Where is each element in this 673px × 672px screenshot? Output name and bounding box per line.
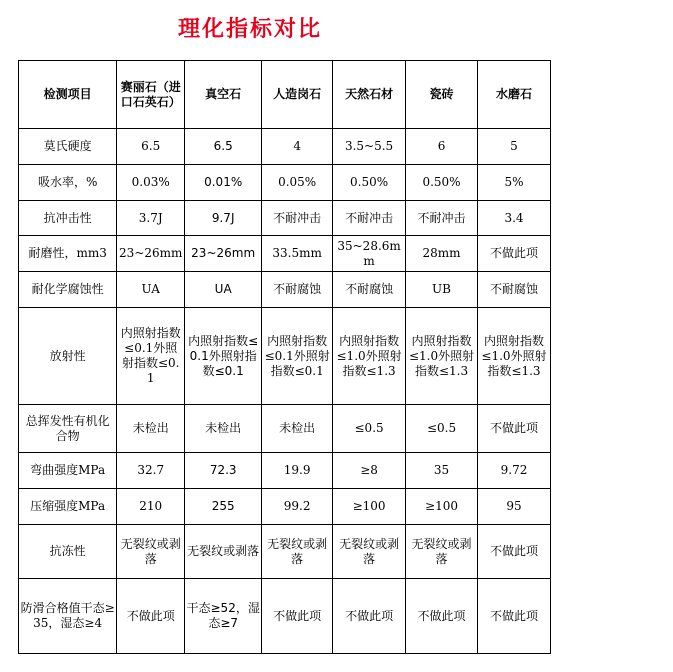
header-cell: 真空石 xyxy=(185,61,262,129)
table-cell: 不耐腐蚀 xyxy=(477,272,550,308)
header-cell: 赛丽石（进口石英石） xyxy=(117,61,185,129)
table-cell: 4 xyxy=(262,129,333,165)
table-cell: 不耐腐蚀 xyxy=(333,272,406,308)
table-cell: 未检出 xyxy=(185,405,262,453)
table-cell: 9.72 xyxy=(477,453,550,489)
table-cell: 3.5~5.5 xyxy=(333,129,406,165)
table-row xyxy=(19,129,551,165)
table-cell: 28mm xyxy=(406,236,478,272)
table-cell: 不耐冲击 xyxy=(406,201,478,236)
table-cell: 6.5 xyxy=(185,129,262,165)
row-label: 莫氏硬度 xyxy=(19,129,117,165)
table-cell: 5% xyxy=(477,165,550,201)
table-cell: 255 xyxy=(185,489,262,525)
table-cell: 5 xyxy=(477,129,550,165)
row-label: 抗冻性 xyxy=(19,525,117,579)
table-cell: ≥8 xyxy=(333,453,406,489)
table-cell: 不做此项 xyxy=(477,579,550,654)
table-cell: 未检出 xyxy=(117,405,185,453)
table-cell: UA xyxy=(185,272,262,308)
table-cell: 不耐冲击 xyxy=(262,201,333,236)
table-cell: 33.5mm xyxy=(262,236,333,272)
table-cell: 不做此项 xyxy=(406,579,478,654)
table-cell: 23~26mm xyxy=(117,236,185,272)
table-cell: 内照射指数≤0.1外照射指数≤0.1 xyxy=(262,308,333,405)
header-cell: 天然石材 xyxy=(333,61,406,129)
table-cell: ≥100 xyxy=(333,489,406,525)
table-row xyxy=(19,165,551,201)
table-row xyxy=(19,405,551,453)
table-row xyxy=(19,579,551,654)
page-title: 理化指标对比 xyxy=(177,17,322,42)
table-cell: 0.01% xyxy=(185,165,262,201)
table-cell: 内照射指数≤1.0外照射指数≤1.3 xyxy=(477,308,550,405)
table-cell: 无裂纹或剥落 xyxy=(117,525,185,579)
table-cell: 不做此项 xyxy=(333,579,406,654)
table-row xyxy=(19,308,551,405)
table-cell: 9.7J xyxy=(185,201,262,236)
table-cell: ≤0.5 xyxy=(406,405,478,453)
table-cell: 不耐冲击 xyxy=(333,201,406,236)
header-cell: 检测项目 xyxy=(19,61,117,129)
table-cell: 不做此项 xyxy=(262,579,333,654)
table-cell: 99.2 xyxy=(262,489,333,525)
table-row xyxy=(19,236,551,272)
row-label: 总挥发性有机化合物 xyxy=(19,405,117,453)
header-cell: 瓷砖 xyxy=(406,61,478,129)
row-label: 耐化学腐蚀性 xyxy=(19,272,117,308)
row-label: 防滑合格值干态≥35，湿态≥4 xyxy=(19,579,117,654)
table-cell: 0.50% xyxy=(406,165,478,201)
table-cell: 干态≥52，湿态≥7 xyxy=(185,579,262,654)
table-cell: 无裂纹或剥落 xyxy=(262,525,333,579)
table-cell: 内照射指数≤0.1外照射指数≤0.1 xyxy=(185,308,262,405)
row-label: 吸水率，% xyxy=(19,165,117,201)
table-cell: 不耐腐蚀 xyxy=(262,272,333,308)
table-row xyxy=(19,489,551,525)
table-row xyxy=(19,272,551,308)
table-cell: 72.3 xyxy=(185,453,262,489)
row-label: 弯曲强度MPa xyxy=(19,453,117,489)
header-cell: 水磨石 xyxy=(477,61,550,129)
table-cell: 无裂纹或剥落 xyxy=(185,525,262,579)
table-cell: 不做此项 xyxy=(477,236,550,272)
table-row xyxy=(19,525,551,579)
table-cell: UB xyxy=(406,272,478,308)
row-label: 放射性 xyxy=(19,308,117,405)
table-cell: 95 xyxy=(477,489,550,525)
table-cell: 0.03% xyxy=(117,165,185,201)
row-label: 抗冲击性 xyxy=(19,201,117,236)
header-cell: 人造岗石 xyxy=(262,61,333,129)
table-cell: 不做此项 xyxy=(477,525,550,579)
table-cell: 0.50% xyxy=(333,165,406,201)
comparison-table xyxy=(18,60,551,654)
table-cell: 35 xyxy=(406,453,478,489)
table-cell: ≥100 xyxy=(406,489,478,525)
table-cell: 未检出 xyxy=(262,405,333,453)
table-cell: 6.5 xyxy=(117,129,185,165)
table-row xyxy=(19,453,551,489)
table-cell: 0.05% xyxy=(262,165,333,201)
table-cell: ≤0.5 xyxy=(333,405,406,453)
row-label: 压缩强度MPa xyxy=(19,489,117,525)
table-cell: UA xyxy=(117,272,185,308)
header-row xyxy=(19,61,551,129)
table-cell: 6 xyxy=(406,129,478,165)
table-cell: 无裂纹或剥落 xyxy=(333,525,406,579)
table-cell: 内照射指数≤0.1外照射指数≤0.1 xyxy=(117,308,185,405)
table-cell: 35~28.6mm xyxy=(333,236,406,272)
table-cell: 210 xyxy=(117,489,185,525)
table-cell: 内照射指数≤1.0外照射指数≤1.3 xyxy=(333,308,406,405)
row-label: 耐磨性，mm3 xyxy=(19,236,117,272)
table-cell: 不做此项 xyxy=(117,579,185,654)
table-row xyxy=(19,201,551,236)
table-cell: 19.9 xyxy=(262,453,333,489)
table-cell: 23~26mm xyxy=(185,236,262,272)
table-cell: 无裂纹或剥落 xyxy=(406,525,478,579)
table-cell: 32.7 xyxy=(117,453,185,489)
table-cell: 内照射指数≤1.0外照射指数≤1.3 xyxy=(406,308,478,405)
table-cell: 3.4 xyxy=(477,201,550,236)
table-cell: 不做此项 xyxy=(477,405,550,453)
table-cell: 3.7J xyxy=(117,201,185,236)
